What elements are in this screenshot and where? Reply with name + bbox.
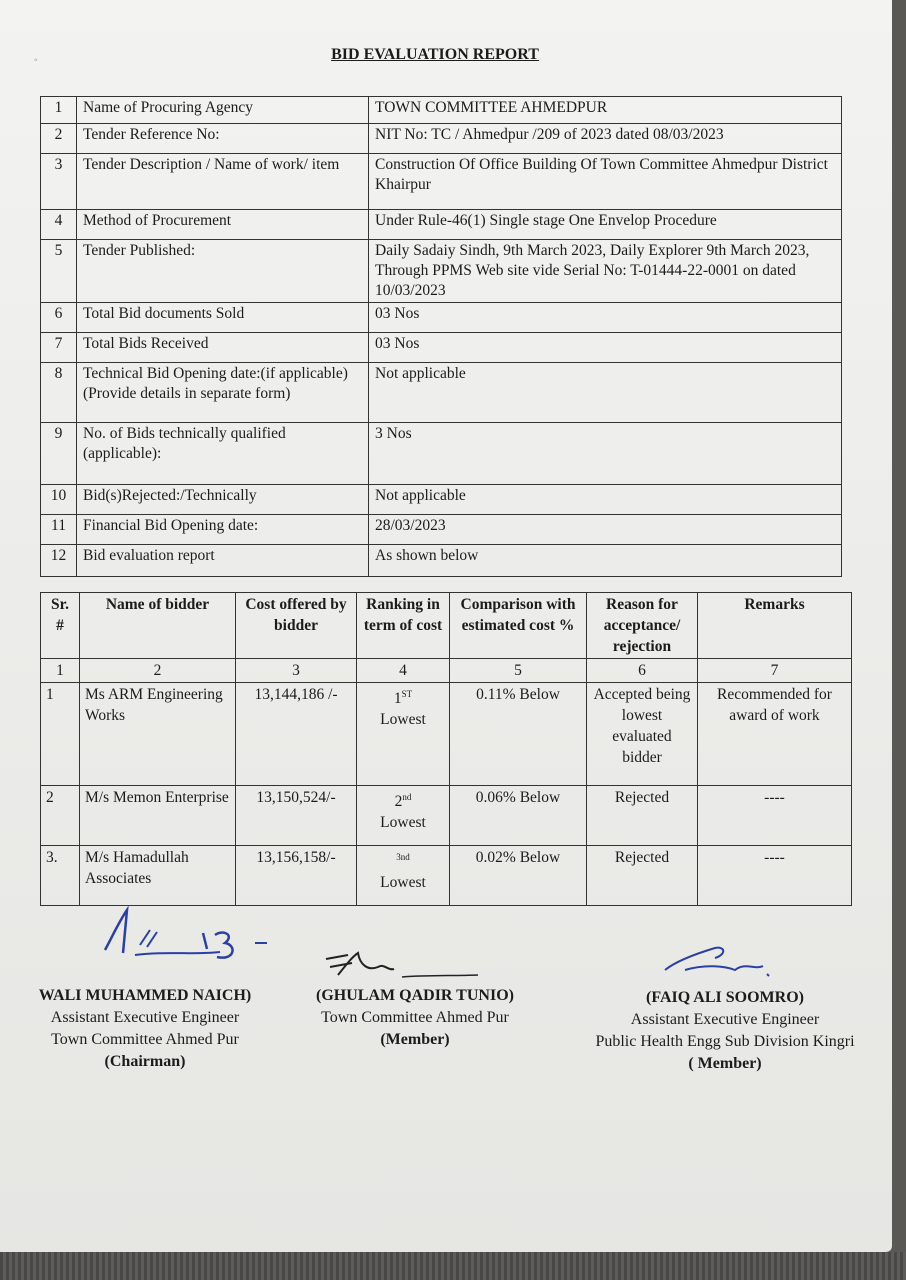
info-row-number: 1 [41, 97, 77, 124]
member2-signature [655, 940, 785, 982]
bidder-name [80, 846, 236, 906]
bid-evaluation-table [40, 592, 852, 906]
ranking-word: Lowest [380, 711, 426, 729]
info-row [41, 97, 842, 124]
bid-row [41, 683, 852, 786]
info-row [41, 423, 842, 485]
colnum-2: 2 [80, 659, 236, 683]
bid-cost [236, 846, 357, 906]
bid-table-header-row [41, 593, 852, 659]
info-row-label: Tender Description / Name of work/ item [77, 154, 369, 210]
info-row-value: 03 Nos [369, 303, 842, 333]
signatory-member-2 [565, 987, 885, 1075]
member2-role: ( Member) [688, 1055, 762, 1072]
info-row-value: Not applicable [369, 485, 842, 515]
bid-comparison [450, 786, 587, 846]
info-row-label: Total Bid documents Sold [77, 303, 369, 333]
colnum-7: 7 [698, 659, 852, 683]
bid-row [41, 786, 852, 846]
info-row-number: 8 [41, 363, 77, 423]
info-row-label: Technical Bid Opening date:(if applicable)(Provide details in separate form) [77, 363, 369, 423]
info-row-value: TOWN COMMITTEE AHMEDPUR [369, 97, 842, 124]
info-row-value: Daily Sadaiy Sindh, 9th March 2023, Daily Explorer 9th March 2023, Through PPMS Web site vide Serial No: T-01444-22-0001 on dated 10/03/2023 [369, 240, 842, 303]
bidder-name [80, 683, 236, 786]
bid-table-colnum-row [41, 659, 852, 683]
bid-sr-text: 3. [46, 849, 58, 866]
info-row-value: 28/03/2023 [369, 515, 842, 545]
chairman-name: WALI MUHAMMED NAICH) [38, 987, 252, 1004]
member1-signature [318, 945, 488, 985]
info-row-label: Method of Procurement [77, 210, 369, 240]
bid-reason-text: Rejected [614, 849, 670, 866]
bid-remarks [698, 786, 852, 846]
info-row-value: Under Rule-46(1) Single stage One Envelop Procedure [369, 210, 842, 240]
info-row-number: 5 [41, 240, 77, 303]
header-cost: Cost offered by bidder [236, 593, 357, 659]
member1-role: (Member) [380, 1031, 450, 1048]
member2-name: (FAIQ ALI SOOMRO) [646, 989, 804, 1006]
tender-info-table [40, 96, 842, 577]
bid-reason [587, 786, 698, 846]
info-row-label: Bid evaluation report [77, 545, 369, 577]
info-row-number: 10 [41, 485, 77, 515]
bidder-name-text: M/s Memon Enterprise [85, 789, 229, 806]
ranking-suffix: ST [401, 689, 413, 699]
bid-sr [41, 846, 80, 906]
member2-designation: Assistant Executive Engineer [630, 1011, 820, 1028]
info-row-number: 6 [41, 303, 77, 333]
info-row [41, 485, 842, 515]
member2-office: Public Health Engg Sub Division Kingri [595, 1033, 855, 1050]
bid-comparison-text: 0.02% Below [475, 849, 561, 866]
paper-mark: ◦ [34, 55, 38, 66]
bid-sr-text: 2 [46, 789, 54, 806]
info-row [41, 240, 842, 303]
bid-comparison-text: 0.06% Below [475, 789, 561, 806]
info-row-label: No. of Bids technically qualified (applicable): [77, 423, 369, 485]
header-remarks: Remarks [698, 593, 852, 659]
info-row [41, 333, 842, 363]
colnum-6: 6 [587, 659, 698, 683]
bid-remarks-text: ---- [764, 849, 785, 866]
chairman-designation: Assistant Executive Engineer [50, 1009, 240, 1026]
colnum-3: 3 [236, 659, 357, 683]
bid-ranking [357, 683, 450, 786]
bid-row [41, 846, 852, 906]
info-row-value: NIT No: TC / Ahmedpur /209 of 2023 dated 08/03/2023 [369, 124, 842, 154]
signatory-chairman [22, 985, 268, 1073]
bid-remarks-text: ---- [764, 789, 785, 806]
info-row-label: Total Bids Received [77, 333, 369, 363]
bidder-name-text: M/s Hamadullah Associates [85, 849, 189, 887]
bidder-name [80, 786, 236, 846]
bid-sr [41, 683, 80, 786]
bid-ranking [357, 846, 450, 906]
bid-reason [587, 683, 698, 786]
info-row-value: Construction Of Office Building Of Town Committee Ahmedpur District Khairpur [369, 154, 842, 210]
info-row-number: 9 [41, 423, 77, 485]
member1-designation: Town Committee Ahmed Pur [321, 1009, 509, 1026]
info-row [41, 210, 842, 240]
bid-remarks [698, 846, 852, 906]
header-comparison: Comparison with estimated cost % [450, 593, 587, 659]
ranking-number: 1 [393, 690, 402, 708]
info-row-value: Not applicable [369, 363, 842, 423]
member1-name: (GHULAM QADIR TUNIO) [316, 987, 514, 1004]
info-row-number: 3 [41, 154, 77, 210]
info-row [41, 303, 842, 333]
header-ranking: Ranking in term of cost [357, 593, 450, 659]
info-row-label: Tender Published: [77, 240, 369, 303]
bidder-name-text: Ms ARM Engineering Works [85, 686, 223, 724]
info-row [41, 154, 842, 210]
info-row [41, 124, 842, 154]
bid-ranking [357, 786, 450, 846]
info-row-label: Financial Bid Opening date: [77, 515, 369, 545]
bid-reason-text: Accepted being lowest evaluated bidder [593, 686, 691, 766]
info-row-number: 4 [41, 210, 77, 240]
background-surface [0, 1252, 906, 1280]
info-row [41, 363, 842, 423]
report-title: BID EVALUATION REPORT [331, 46, 539, 63]
ranking-word: Lowest [380, 874, 426, 892]
header-name: Name of bidder [80, 593, 236, 659]
info-row-number: 7 [41, 333, 77, 363]
bid-cost-text: 13,150,524/- [256, 789, 336, 806]
chairman-signature [95, 905, 295, 975]
bid-cost-text: 13,144,186 /- [254, 686, 338, 703]
colnum-5: 5 [450, 659, 587, 683]
bid-reason [587, 846, 698, 906]
info-row-label: Name of Procuring Agency [77, 97, 369, 124]
bid-cost-text: 13,156,158/- [256, 849, 336, 866]
info-row-value: 3 Nos [369, 423, 842, 485]
bid-comparison [450, 683, 587, 786]
bid-cost [236, 786, 357, 846]
info-row-value: As shown below [369, 545, 842, 577]
chairman-role: (Chairman) [104, 1053, 186, 1070]
bid-remarks-text: Recommended for award of work [717, 686, 832, 724]
info-row-label: Tender Reference No: [77, 124, 369, 154]
info-row-label: Bid(s)Rejected:/Technically [77, 485, 369, 515]
chairman-office: Town Committee Ahmed Pur [51, 1031, 239, 1048]
ranking-suffix: nd [402, 792, 412, 802]
info-row-value: 03 Nos [369, 333, 842, 363]
header-sr: Sr. # [41, 593, 80, 659]
bid-comparison [450, 846, 587, 906]
bid-sr-text: 1 [46, 686, 54, 703]
bid-sr [41, 786, 80, 846]
signatory-member-1 [290, 985, 540, 1051]
ranking-suffix: 3nd [396, 852, 410, 862]
bid-cost [236, 683, 357, 786]
colnum-1: 1 [41, 659, 80, 683]
bid-reason-text: Rejected [614, 789, 670, 806]
bid-comparison-text: 0.11% Below [476, 686, 560, 703]
ranking-word: Lowest [380, 814, 426, 832]
info-row-number: 11 [41, 515, 77, 545]
info-row-number: 2 [41, 124, 77, 154]
info-row-number: 12 [41, 545, 77, 577]
colnum-4: 4 [357, 659, 450, 683]
info-row [41, 545, 842, 577]
info-row [41, 515, 842, 545]
ranking-number: 2 [394, 793, 403, 811]
header-reason: Reason for acceptance/ rejection [587, 593, 698, 659]
bid-remarks [698, 683, 852, 786]
